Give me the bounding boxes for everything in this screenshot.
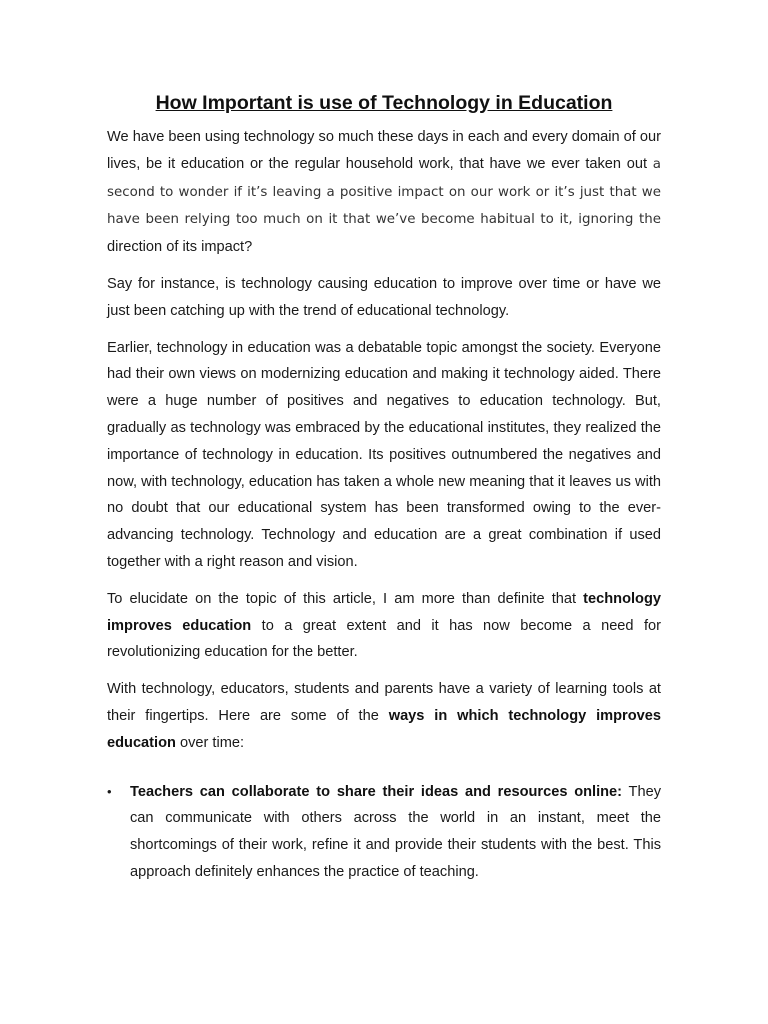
paragraph-elucidate-before: To elucidate on the topic of this article, I am more than definite that bbox=[107, 590, 584, 607]
list-item bbox=[107, 779, 661, 886]
paragraph-instance: Say for instance, is technology causing education to improve over time or have we just been catching up with the trend of educational technology. bbox=[107, 275, 661, 319]
paragraph-elucidate-after: to a great extent and it has now become a need for revolutionizing education for the better. bbox=[107, 617, 661, 661]
paragraph-elucidate bbox=[107, 586, 661, 666]
list-item-text: They can communicate with others across the world in an instant, meet the shortcomings of their work, refine it and provide their students with the best. This approach definitely enhances the practice of teaching. bbox=[130, 783, 661, 880]
list-item-heading: Teachers can collaborate to share their ideas and resources online: bbox=[130, 783, 623, 800]
paragraph-tools-after: over time: bbox=[175, 734, 245, 751]
paragraph-intro bbox=[107, 124, 661, 261]
document-title: How Important is use of Technology in Education bbox=[155, 92, 613, 114]
paragraph-intro-part-1: We have been using technology so much these days in each and every domain of our lives, be it education or the regular household work, that have we ever taken out bbox=[107, 129, 661, 172]
bullet-marker: • bbox=[107, 783, 112, 799]
paragraph-tools-bold: ways in which technology improves education bbox=[107, 707, 661, 751]
paragraph-earlier: Earlier, technology in education was a debatable topic amongst the society. Everyone had their own views on modernizing education and making it technology aided. There were a huge number of positives and negatives to education technology. But, gradually as technology was embraced by the educational institutes, they realized the importance of technology in education. Its positives outnumbered the negatives and now, with technology, education has taken a whole new meaning that it leaves us with no doubt that our educational system has been transformed owing to the ever-advancing technology. Technology and education are a great combination if used together with a right reason and vision. bbox=[107, 339, 661, 570]
paragraph-tools-before: With technology, educators, students and parents have a variety of learning tools at their fingertips. Here are some of the bbox=[107, 681, 661, 724]
paragraph-elucidate-bold: technology improves education bbox=[107, 590, 661, 634]
paragraph-intro-part-2: a second to wonder if it’s leaving a positive impact on our work or it’s just that we have been relying too much on it that we’ve become habitual to it, ignoring the bbox=[107, 156, 661, 228]
paragraph-intro-part-3: direction of its impact? bbox=[107, 239, 253, 256]
paragraph-tools bbox=[107, 676, 661, 756]
bullet-list bbox=[107, 779, 661, 886]
